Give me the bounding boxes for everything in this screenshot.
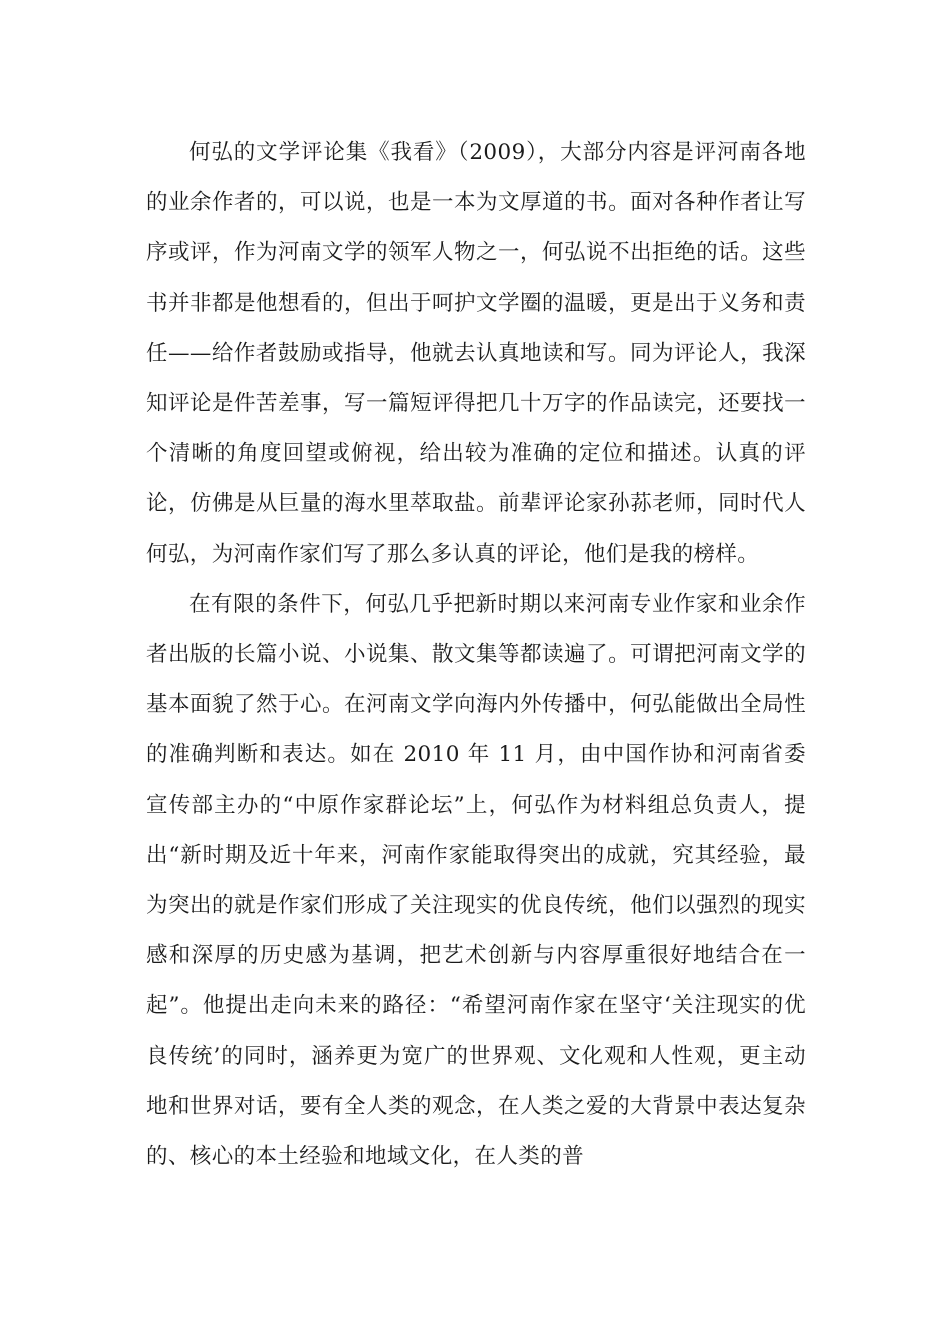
paragraph-1: 何弘的文学评论集《我看》（2009），大部分内容是评河南各地的业余作者的，可以说，也是一本为文厚道的书。面对各种作者让写序或评，作为河南文学的领军人物之一，何弘说不出拒绝的话。这些书并非都是他想看的，但出于呵护文学圈的温暖，更是出于义务和责任——给作者鼓励或指导，他就去认真地读和写。同为评论人，我深知评论是件苦差事，写一篇短评得把几十万字的作品读完，还要找一个清晰的角度回望或俯视，给出较为准确的定位和描述。认真的评论，仿佛是从巨量的海水里萃取盐。前辈评论家孙荪老师，同时代人何弘，为河南作家们写了那么多认真的评论，他们是我的榜样。: [146, 140, 806, 567]
paragraph-2: 在有限的条件下，何弘几乎把新时期以来河南专业作家和业余作者出版的长篇小说、小说集、散文集等都读遍了。可谓把河南文学的基本面貌了然于心。在河南文学向海内外传播中，何弘能做出全局性的准确判断和表达。如在 2010 年 11 月，由中国作协和河南省委宣传部主办的“中原作家群论坛”上，何弘作为材料组总负责人，提出“新时期及近十年来，河南作家能取得突出的成就，究其经验，最为突出的就是作家们形成了关注现实的优良传统，他们以强烈的现实感和深厚的历史感为基调，把艺术创新与内容厚重很好地结合在一起”。他提出走向未来的路径：“希望河南作家在坚守‘关注现实的优良传统’的同时，涵养更为宽广的世界观、文化观和人性观，更主动地和世界对话，要有全人类的观念，在人类之爱的大背景中表达复杂的、核心的本土经验和地域文化，在人类的普: [146, 591, 806, 1170]
document-body: [146, 128, 806, 1182]
